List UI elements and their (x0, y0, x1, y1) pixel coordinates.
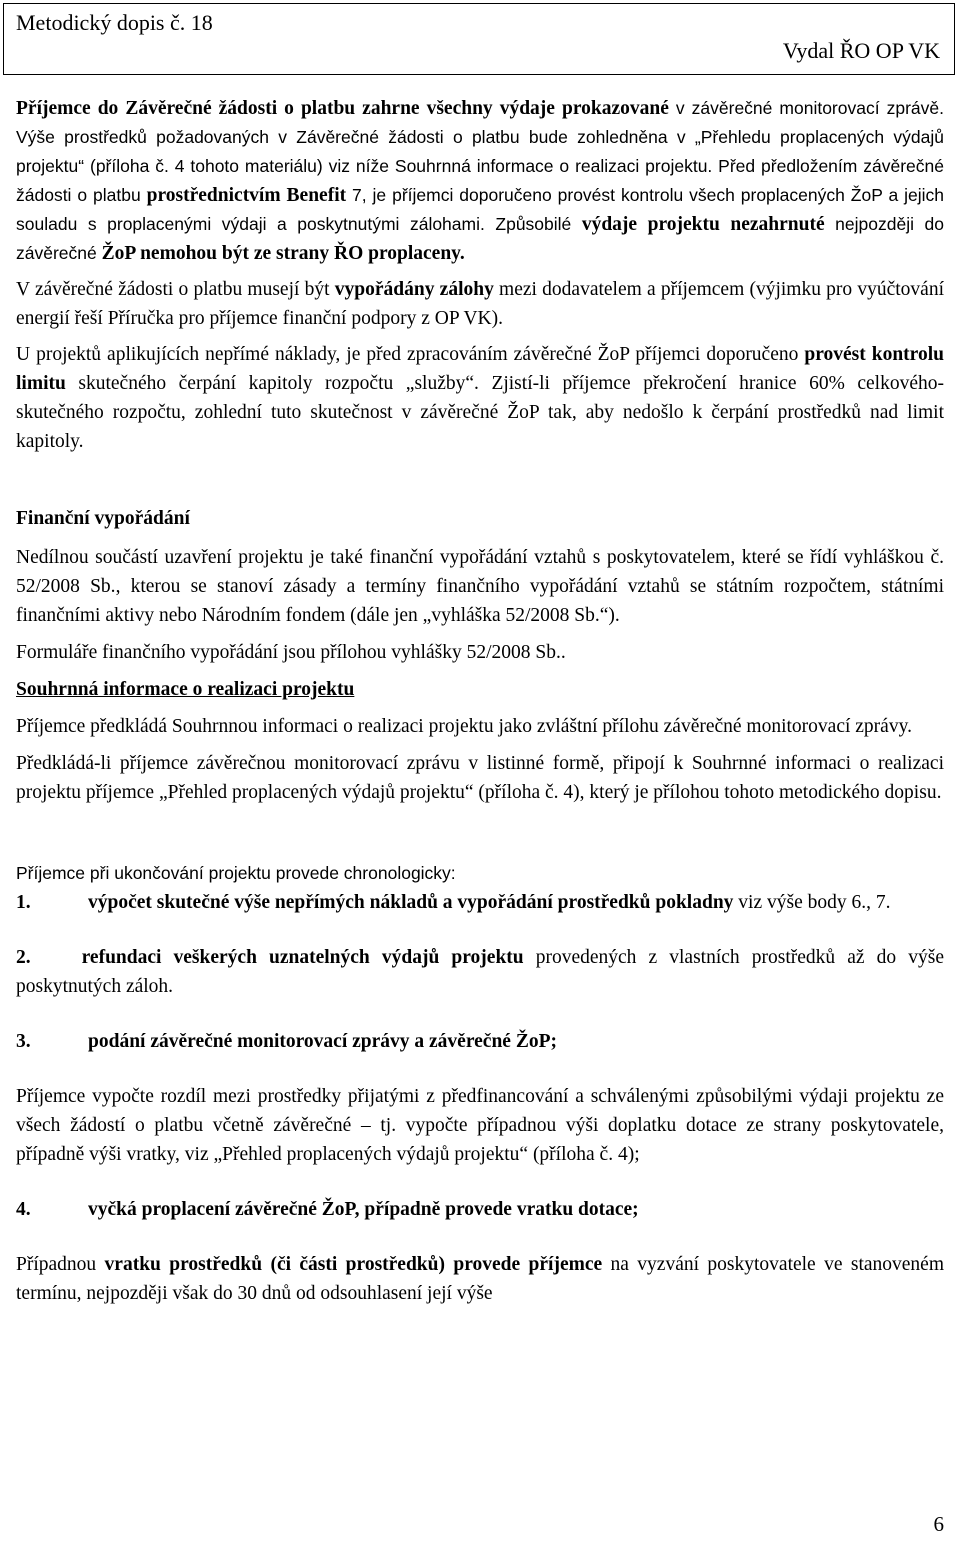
bold-text: Příjemce do Závěrečné žádosti o platbu zahrne všechny výdaje prokazované (16, 98, 669, 119)
issuer-label: Vydal ŘO OP VK (782, 38, 940, 63)
list-item-number: 1. (16, 892, 31, 913)
list-item (16, 1195, 944, 1224)
paragraph-text: na vyzvání poskytovatele ve stanoveném termínu, nejpozději však do 30 dnů od odsouhlasení její výše (16, 1254, 944, 1304)
bold-text: ŽoP nemohou být ze strany ŘO proplaceny. (101, 243, 465, 264)
paragraph-final-request (16, 94, 944, 268)
page-number: 6 (933, 1512, 944, 1536)
paragraph-text: provedených z vlastních prostředků až do výše poskytnutých záloh. (16, 947, 944, 997)
heading-text: Souhrnná informace o realizaci projektu (16, 679, 355, 700)
paragraph-forms: Formuláře finančního vypořádání jsou přílohou vyhlášky 52/2008 Sb.. (16, 642, 566, 663)
paragraph-paper-form: Předkládá-li příjemce závěrečnou monitorovací zprávu v listinné formě, připojí k Souhrnné informaci o realizaci projektu příjemce „Přehled proplacených výdajů projektu“ (příloha č. 4), který je přílohou tohoto metodického dopisu. (16, 753, 944, 803)
paragraph-refund (16, 1250, 944, 1308)
steps-intro: Příjemce při ukončování projektu provede chronologicky: (16, 863, 456, 883)
document-title: Metodický dopis č. 18 (16, 10, 213, 35)
bold-text: podání závěrečné monitorovací zprávy a závěrečné ŽoP; (88, 1031, 557, 1052)
paragraph-text: , kterou se stanoví zásady a termíny finančního vypořádání vztahů se státním rozpočtem, státními finančními aktivy nebo Národním fondem (dále jen „vyhláška 52/2008 Sb.“). (16, 576, 945, 626)
paragraph-text: Nedílnou součástí uzavření projektu je také finanční vypořádání vztahů s poskytovatelem, které se řídí vyhláškou č. (16, 547, 944, 568)
paragraph-summary-attachment: Příjemce předkládá Souhrnnou informaci o realizaci projektu jako zvláštní přílohu závěrečné monitorovací zprávy. (16, 716, 912, 737)
bold-text: provést kontrolu limitu (16, 344, 944, 394)
paragraph-text: nejpozději do závěrečné (16, 214, 944, 263)
paragraph-text: U projektů aplikujících nepřímé náklady, je před zpracováním závěrečné ŽoP příjemci doporučeno (16, 344, 805, 365)
bold-text: refundaci veškerých uznatelných výdajů projektu (81, 947, 524, 968)
list-item-number: 2. (16, 947, 31, 968)
list-item (16, 943, 944, 1001)
section-heading-financial (16, 504, 944, 533)
list-item-number: 4. (16, 1199, 31, 1220)
bold-text: vyčká proplacení závěrečné ŽoP, případně provede vratku dotace; (88, 1199, 639, 1220)
document-body (16, 94, 944, 1308)
heading-text: Finanční vypořádání (16, 508, 190, 529)
bold-text: výdaje projektu nezahrnuté (581, 214, 825, 235)
paragraph-indirect-costs (16, 340, 944, 456)
paragraph-calculation: Příjemce vypočte rozdíl mezi prostředky přijatými z předfinancování a schválenými způsobilými výdaji projektu ze všech žádostí o platbu včetně závěrečné – tj. vypočte případnou výši doplatku dotace ze strany poskytovatele, případně výši vratky, viz „Přehled proplacených výdajů projektu“ (příloha č. 4); (16, 1086, 944, 1165)
bold-text: vratku prostředků (či části prostředků) provede příjemce (104, 1254, 603, 1275)
paragraph-text: v závěrečné monitorovací zprávě. Výše prostředků požadovaných v Závěrečné žádosti o platbu bude zohledněna v „Přehledu proplacených výdajů projektu“ (příloha č. 4 tohoto materiálu) viz níže Souhrnná informace o realizaci projektu. Před předložením závěrečné žádosti o platbu (16, 98, 944, 205)
paragraph-text: V závěrečné žádosti o platbu musejí být (16, 279, 335, 300)
paragraph-settlement (16, 543, 944, 630)
bold-text: výpočet skutečné výše nepřímých nákladů a vypořádání prostředků pokladny (88, 892, 734, 913)
list-item (16, 888, 944, 917)
paragraph-text: 52/2008 Sb. (16, 576, 116, 597)
section-heading-summary (16, 675, 944, 704)
paragraph-advances (16, 275, 944, 333)
bold-text: vypořádány zálohy (334, 279, 494, 300)
paragraph-text: viz výše body 6., 7. (733, 892, 891, 913)
paragraph-text: skutečného čerpání kapitoly rozpočtu „služby“. Zjistí-li příjemce překročení hranice 60% celkového-skutečného rozpočtu, zohlední tuto skutečnost v závěrečné ŽoP tak, aby nedošlo k čerpání prostředků nad limit kapitoly. (16, 373, 944, 452)
paragraph-text: mezi dodavatelem a příjemcem (výjimku pro vyúčtování energií řeší Příručka pro příjemce finanční podpory z OP VK). (16, 279, 944, 329)
list-item-number: 3. (16, 1031, 31, 1052)
paragraph-text: Případnou (16, 1254, 105, 1275)
list-item (16, 1027, 944, 1056)
header-frame (3, 3, 955, 75)
paragraph-text: 7, je příjemci doporučeno provést kontrolu všech proplacených ŽoP a jejich souladu s proplacenými výdaji a poskytnutými zálohami. Způsobilé (16, 185, 945, 234)
bold-text: prostřednictvím Benefit (146, 185, 347, 206)
